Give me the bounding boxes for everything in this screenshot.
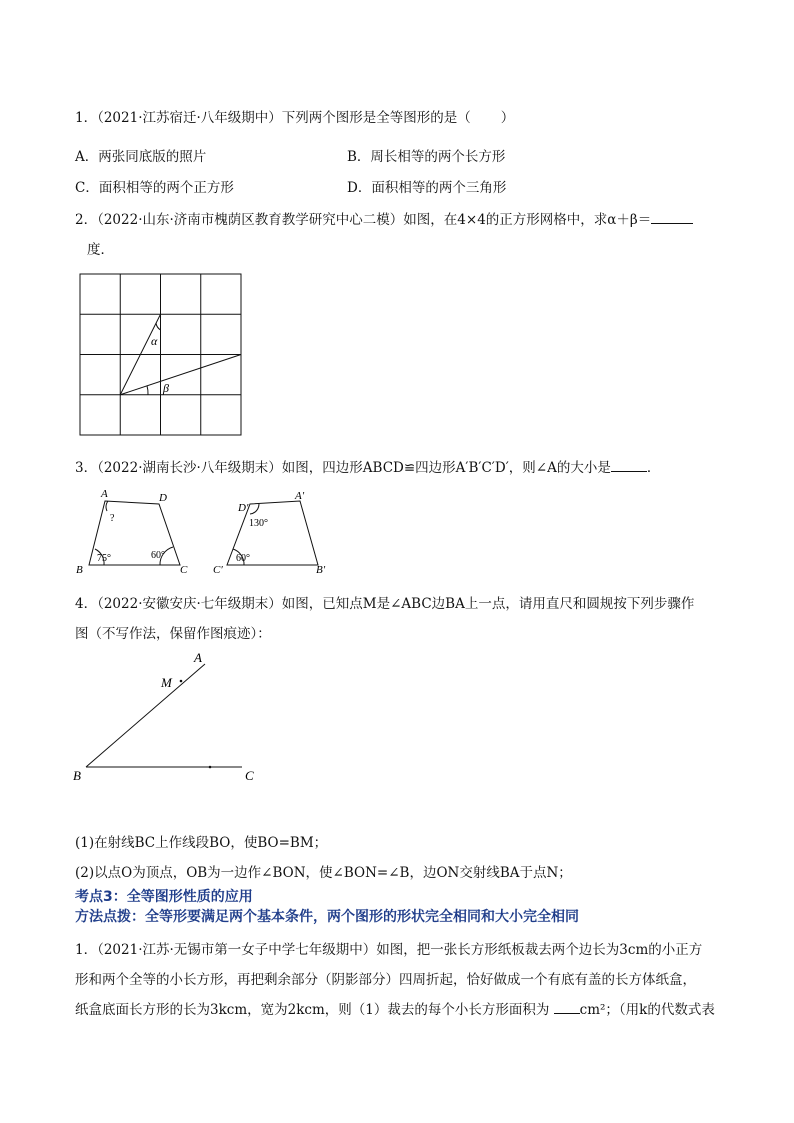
q1-option-d[interactable]: D．面积相等的两个三角形 [347, 180, 507, 196]
beta-ray [120, 355, 241, 395]
alpha-arc [156, 323, 161, 330]
svg-text:B′: B′ [316, 564, 326, 576]
alpha-label: α [151, 334, 158, 348]
q2-answer-blank[interactable] [651, 211, 693, 224]
svg-text:A′: A′ [295, 490, 305, 502]
svg-text:?: ? [110, 513, 115, 524]
q1-option-c[interactable]: C．面积相等的两个正方形 [75, 180, 234, 196]
svg-text:M: M [161, 675, 172, 690]
q2-grid-figure [78, 272, 244, 438]
q5-stem-line2: 形和两个全等的小长方形，再把剩余部分（阴影部分）四周折起，恰好做成一个有底有盖的长方体纸盒， [75, 972, 696, 988]
beta-arc [147, 386, 148, 395]
ray-ba [86, 664, 205, 767]
svg-text:60°: 60° [236, 553, 250, 564]
q1-stem: 1．（2021·江苏宿迁·八年级期中）下列两个图形是全等图形的是（ ） [75, 110, 515, 126]
q4-step1: (1)在射线BC上作线段BO，使BO=BM； [75, 835, 328, 851]
q3-stem: 3．（2022·湖南长沙·八年级期末）如图，四边形ABCD≌四边形A′B′C′D′，则∠A的大小是 ． [75, 460, 661, 476]
q2-stem: 2．（2022·山东·济南市槐荫区教育教学研究中心二模）如图，在4×4的正方形网格中，求α＋β＝ [75, 208, 693, 228]
svg-text:D: D [159, 492, 167, 504]
q5-answer-blank[interactable] [554, 1001, 580, 1014]
svg-text:A: A [101, 488, 108, 500]
svg-text:75°: 75° [97, 553, 111, 564]
q5-stem-line1: 1．（2021·江苏·无锡市第一女子中学七年级期中）如图，把一张长方形纸板裁去两个边长为3cm的小正方 [75, 942, 703, 958]
q3-figure [70, 485, 340, 577]
method-tip: 方法点拨：全等形要满足两个基本条件，两个图形的形状完全相同和大小完全相同 [75, 909, 579, 925]
beta-label: β [163, 381, 169, 395]
section-title: 考点3：全等图形性质的应用 [75, 889, 253, 905]
q1-option-b[interactable]: B．周长相等的两个长方形 [347, 149, 506, 165]
q1-option-a[interactable]: A．两张同底版的照片 [75, 149, 207, 165]
svg-text:C′: C′ [213, 564, 223, 576]
svg-text:B: B [73, 768, 81, 783]
svg-text:C: C [180, 564, 188, 576]
q3-answer-blank[interactable] [611, 459, 647, 472]
q4-stem-line2: 图（不写作法，保留作图痕迹）： [75, 626, 271, 642]
q2-tail: 度． [87, 242, 114, 258]
q5-stem-line3: 纸盒底面长方形的长为3kcm，宽为2kcm，则（1）裁去的每个小长方形面积为 cm²；（用k的代数式表 [75, 1002, 715, 1018]
q4-step2: (2)以点O为顶点，OB为一边作∠BON，使∠BON=∠B，边ON交射线BA于点N； [75, 865, 572, 881]
point-m [180, 680, 183, 683]
svg-text:C: C [245, 768, 254, 783]
q4-stem-line1: 4．（2022·安徽安庆·七年级期末）如图，已知点M是∠ABC边BA上一点，请用直尺和圆规按下列步骤作 [75, 596, 695, 612]
q4-angle-figure [70, 646, 280, 786]
svg-text:A: A [194, 650, 202, 665]
svg-text:60°: 60° [151, 550, 165, 561]
svg-text:130°: 130° [249, 518, 268, 529]
svg-text:B: B [76, 564, 83, 576]
svg-text:D′: D′ [238, 502, 249, 514]
